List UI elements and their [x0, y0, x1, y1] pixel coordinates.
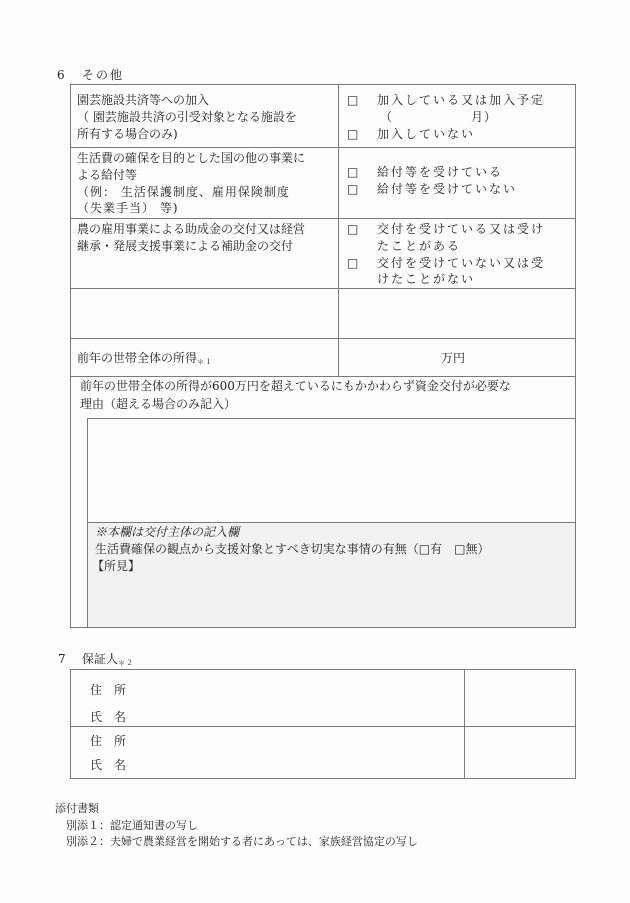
income-label-text: 前年の世帯全体の所得	[77, 351, 198, 365]
option-joined-label: 加入している又は加入予定	[377, 93, 546, 107]
option-granted-label-cont: たことがある	[377, 239, 462, 253]
section7-footnote: ＊２	[118, 659, 135, 667]
section7-title	[82, 651, 134, 671]
income-label	[77, 350, 213, 370]
option-receiving-label: 給付等を受けている	[377, 165, 504, 179]
blank-left-cell[interactable]	[71, 289, 338, 338]
attachment-item: 別添１：認定通知書の写し	[66, 819, 198, 832]
guarantor-1-input[interactable]	[140, 670, 463, 726]
guarantor-name-label: 氏 名	[90, 758, 127, 772]
section7-title-text: 保証人	[82, 652, 119, 666]
blank-right-cell[interactable]	[339, 289, 575, 338]
guarantor-2-input[interactable]	[140, 727, 463, 778]
income-footnote: ＊１	[197, 358, 214, 366]
guarantor-name-label: 氏 名	[90, 710, 127, 724]
option-not-granted-label-cont: けたことがない	[377, 272, 476, 286]
attachment-item: 別添２：夫婦で農業経営を開始する者にあっては、家族経営協定の写し	[66, 835, 418, 848]
checkbox-joined[interactable]: □	[347, 93, 359, 107]
guarantor-address-label: 住 所	[90, 683, 127, 697]
row-label-line: よる給付等	[77, 168, 138, 182]
row-label-line: 農の雇用事業による助成金の交付又は経営	[77, 222, 306, 236]
reason-line: 理由（超える場合のみ記入）	[80, 397, 237, 411]
row-label-line: （失業手当） 等)	[77, 201, 179, 215]
option-not-receiving-label: 給付等を受けていない	[377, 182, 518, 196]
guarantor-address-label: 住 所	[90, 734, 127, 748]
checkbox-not-receiving[interactable]: □	[347, 182, 359, 196]
reason-input-area[interactable]	[88, 419, 575, 522]
row-label-line: （例： 生活保護制度、雇用保険制度	[77, 185, 290, 199]
checkbox-receiving[interactable]: □	[347, 165, 359, 179]
checkbox-not-granted[interactable]: □	[347, 256, 359, 270]
section6-number: 6	[57, 68, 65, 82]
official-opinion-label: 【所見】	[92, 559, 141, 573]
income-unit: 万円	[441, 351, 466, 365]
guarantor-2-seal-cell[interactable]	[465, 727, 575, 778]
row-label-line: 生活費の確保を目的とした国の他の事業に	[77, 151, 306, 165]
section7-number: 7	[58, 652, 66, 666]
section6-title: その他	[82, 68, 125, 82]
guarantor-1-seal-cell[interactable]	[465, 670, 575, 726]
official-heading: ※本欄は交付主体の記入欄	[95, 525, 240, 539]
checkbox-granted[interactable]: □	[347, 222, 359, 236]
option-granted-label: 交付を受けている又は受け	[377, 222, 546, 236]
attachments-title: 添付書類	[55, 802, 99, 815]
row-label-line: 継承・発展支援事業による補助金の交付	[77, 239, 294, 253]
reason-line: 前年の世帯全体の所得が600万円を超えているにもかかわらず資金交付が必要な	[80, 379, 511, 393]
checkbox-not-joined[interactable]: □	[347, 127, 359, 141]
option-not-joined-label: 加入していない	[377, 127, 476, 141]
row-label-line: 園芸施設共済等への加入	[77, 93, 210, 107]
row-label-line: 所有する場合のみ)	[77, 127, 178, 141]
option-not-granted-label: 交付を受けていない又は受	[377, 256, 546, 270]
option-month-field[interactable]: （ 月）	[380, 110, 498, 124]
row-label-line: （ 園芸施設共済の引受対象となる施設を	[77, 110, 297, 124]
official-question: 生活費確保の観点から支援対象とすべき切実な事情の有無（□有 □無）	[95, 542, 490, 556]
